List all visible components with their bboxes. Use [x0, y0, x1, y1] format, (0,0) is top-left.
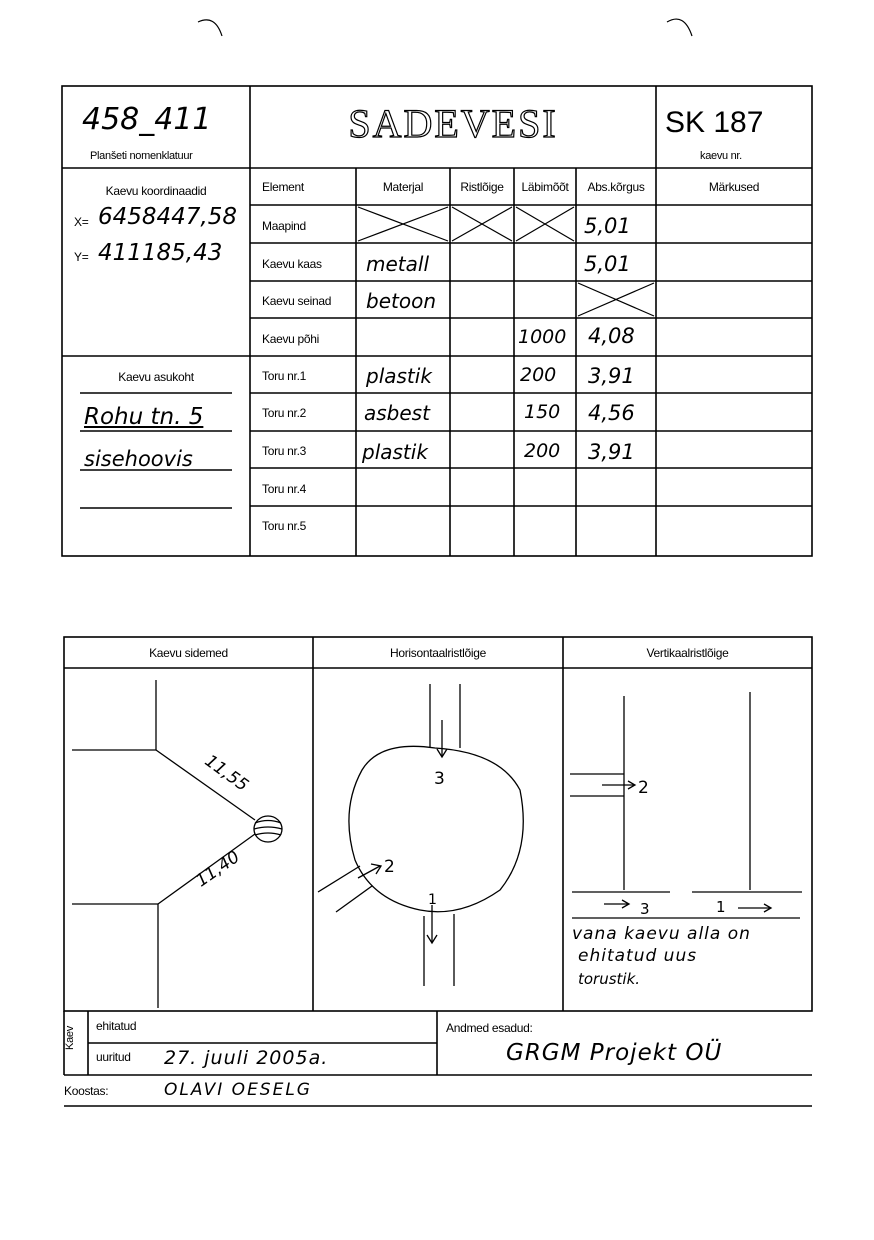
form-title: SADEVESI: [348, 101, 558, 146]
y-coordinate-value: 411185,43: [98, 240, 223, 266]
cell-pipe-3-material: plastik: [362, 440, 428, 464]
row-label-bottom: Kaevu põhi: [262, 332, 320, 346]
cell-pipe-1-diameter: 200: [520, 364, 557, 386]
compiled-label: Koostas:: [64, 1084, 109, 1098]
cell-pipe-1-abs: 3,91: [588, 364, 635, 388]
location-line-2: sisehoovis: [84, 447, 193, 471]
connections-sketch: [72, 680, 282, 1008]
surveyed-label: uuritud: [96, 1050, 131, 1064]
cell-lid-material: metall: [366, 252, 429, 276]
cell-pipe-2-diameter: 150: [524, 401, 561, 423]
cell-lid-abs: 5,01: [584, 252, 631, 276]
cell-pipe-3-abs: 3,91: [588, 440, 635, 464]
y-label: Y=: [74, 250, 89, 264]
row-label-pipe-2: Toru nr.2: [262, 406, 306, 420]
well-number-value: SK 187: [665, 106, 764, 139]
vertical-section-sketch: [570, 692, 802, 918]
cell-pipe-1-material: plastik: [366, 364, 432, 388]
row-label-walls: Kaevu seinad: [262, 294, 332, 308]
v-pipe-3-label: 3: [640, 900, 650, 918]
distance-label-2: 11,40: [192, 847, 244, 892]
pipe-3-label: 3: [434, 769, 445, 789]
row-label-ground: Maapind: [262, 219, 306, 233]
well-side-label: Kaev: [63, 1026, 76, 1050]
x-coordinate-value: 6458447,58: [98, 204, 238, 230]
location-line-1: Rohu tn. 5: [84, 404, 204, 430]
col-header-cross-section: Ristlõige: [460, 180, 504, 194]
well-number-label: kaevu nr.: [700, 150, 742, 162]
punch-mark-left: [198, 20, 222, 36]
cell-bottom-abs: 4,08: [588, 324, 635, 348]
note-line-2: ehitatud uus: [578, 946, 698, 966]
horizontal-section-sketch: [318, 684, 523, 986]
data-provided-label: Andmed esadud:: [446, 1021, 533, 1035]
row-label-lid: Kaevu kaas: [262, 257, 322, 271]
pipe-2-label: 2: [384, 857, 395, 877]
nomenclature-label: Planšeti nomenklatuur: [90, 150, 193, 162]
col-header-notes: Märkused: [708, 180, 760, 194]
panel-title-vertical-section: Vertikaalristlõige: [646, 646, 729, 660]
cell-bottom-diameter: 1000: [518, 326, 567, 348]
cell-pipe-3-diameter: 200: [524, 440, 561, 462]
cell-pipe-2-abs: 4,56: [588, 401, 635, 425]
bottom-form-grid: [64, 637, 812, 1106]
cell-pipe-2-material: asbest: [364, 401, 430, 425]
panel-title-connections: Kaevu sidemed: [149, 646, 228, 660]
col-header-material: Materjal: [382, 180, 424, 194]
data-provided-value: GRGM Projekt OÜ: [506, 1040, 723, 1066]
location-label: Kaevu asukoht: [118, 370, 194, 384]
cell-walls-material: betoon: [366, 289, 436, 313]
cell-ground-abs: 5,01: [584, 214, 631, 238]
panel-title-horizontal-section: Horisontaalristlõige: [389, 646, 487, 660]
col-header-abs-height: Abs.kõrgus: [587, 180, 645, 194]
row-label-pipe-3: Toru nr.3: [262, 444, 306, 458]
col-header-element: Element: [262, 180, 304, 194]
v-pipe-2-label: 2: [638, 778, 649, 798]
x-label: X=: [74, 215, 89, 229]
note-line-1: vana kaevu alla on: [572, 924, 751, 944]
distance-label-1: 11,55: [200, 750, 252, 796]
pipe-1-label: 1: [428, 892, 437, 908]
coordinates-label: Kaevu koordinaadid: [105, 184, 207, 198]
row-label-pipe-1: Toru nr.1: [262, 369, 306, 383]
punch-mark-right: [667, 19, 692, 36]
surveyed-value: 27. juuli 2005a.: [164, 1047, 329, 1069]
note-line-3: torustik.: [578, 970, 641, 988]
v-pipe-1-label: 1: [716, 898, 726, 916]
row-label-pipe-4: Toru nr.4: [262, 482, 306, 496]
col-header-diameter: Läbimõõt: [521, 180, 569, 194]
compiled-value: OLAVI OESELG: [164, 1080, 312, 1100]
nomenclature-value: 458_411: [82, 102, 212, 137]
built-label: ehitatud: [96, 1019, 137, 1033]
row-label-pipe-5: Toru nr.5: [262, 519, 306, 533]
